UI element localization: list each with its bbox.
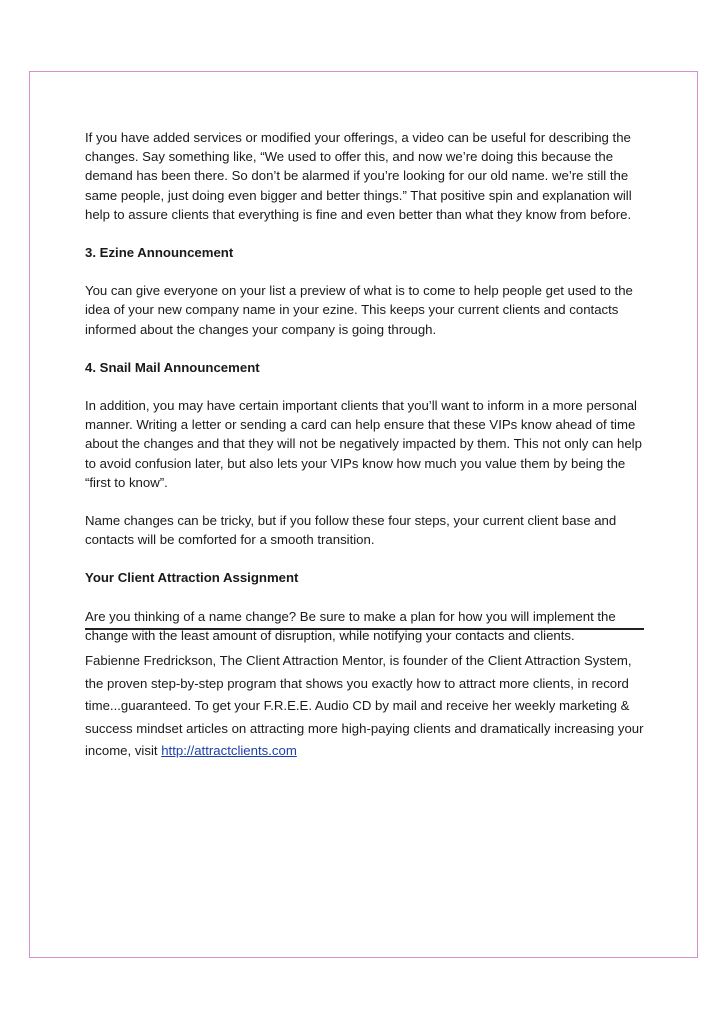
paragraph-name-changes: Name changes can be tricky, but if you follow these four steps, your current client base and contacts will be comforted for a smooth transition.: [85, 513, 617, 548]
heading-ezine-announcement: 3. Ezine Announcement: [85, 245, 234, 261]
paragraph-snail-mail: In addition, you may have certain important clients that you’ll want to inform in a more personal manner. Writing a letter or sending a card can help ensure that these VIPs know ahead of time about the changes and that they will not be negatively impacted by them. This not only can help to avoid confusion later, but also lets your VIPs know how much you value them by being the “first to know”.: [85, 398, 642, 490]
attractclients-link[interactable]: http://attractclients.com: [161, 743, 297, 758]
heading-assignment: Your Client Attraction Assignment: [85, 570, 299, 586]
section-divider: [85, 628, 644, 630]
paragraph-ezine: You can give everyone on your list a preview of what is to come to help people get used to the idea of your new company name in your ezine. This keeps your current clients and contacts informed about the changes your company is going through.: [85, 283, 633, 337]
article-body: [85, 128, 650, 664]
paragraph-video-services: If you have added services or modified your offerings, a video can be useful for describing the changes. Say something like, “We used to offer this, and now we’re doing this because the demand has been there. So don’t be alarmed if you’re looking for our old name. we’re still the same people, just doing even bigger and better things.” That positive spin and explanation will help to assure clients that everything is fine and even better than what they know from before.: [85, 130, 632, 222]
author-bio: [85, 650, 650, 763]
author-bio-text: Fabienne Fredrickson, The Client Attraction Mentor, is founder of the Client Attraction System, the proven step-by-step program that shows you exactly how to attract more clients, in record time...guaranteed. To get your F.R.E.E. Audio CD by mail and receive her weekly marketing & success mindset articles on attracting more high-paying clients and dramatically increasing your income, visit: [85, 653, 644, 758]
heading-snail-mail-announcement: 4. Snail Mail Announcement: [85, 359, 260, 375]
paragraph-assignment: Are you thinking of a name change? Be sure to make a plan for how you will implement the change with the least amount of disruption, while notifying your contacts and clients.: [85, 608, 616, 643]
